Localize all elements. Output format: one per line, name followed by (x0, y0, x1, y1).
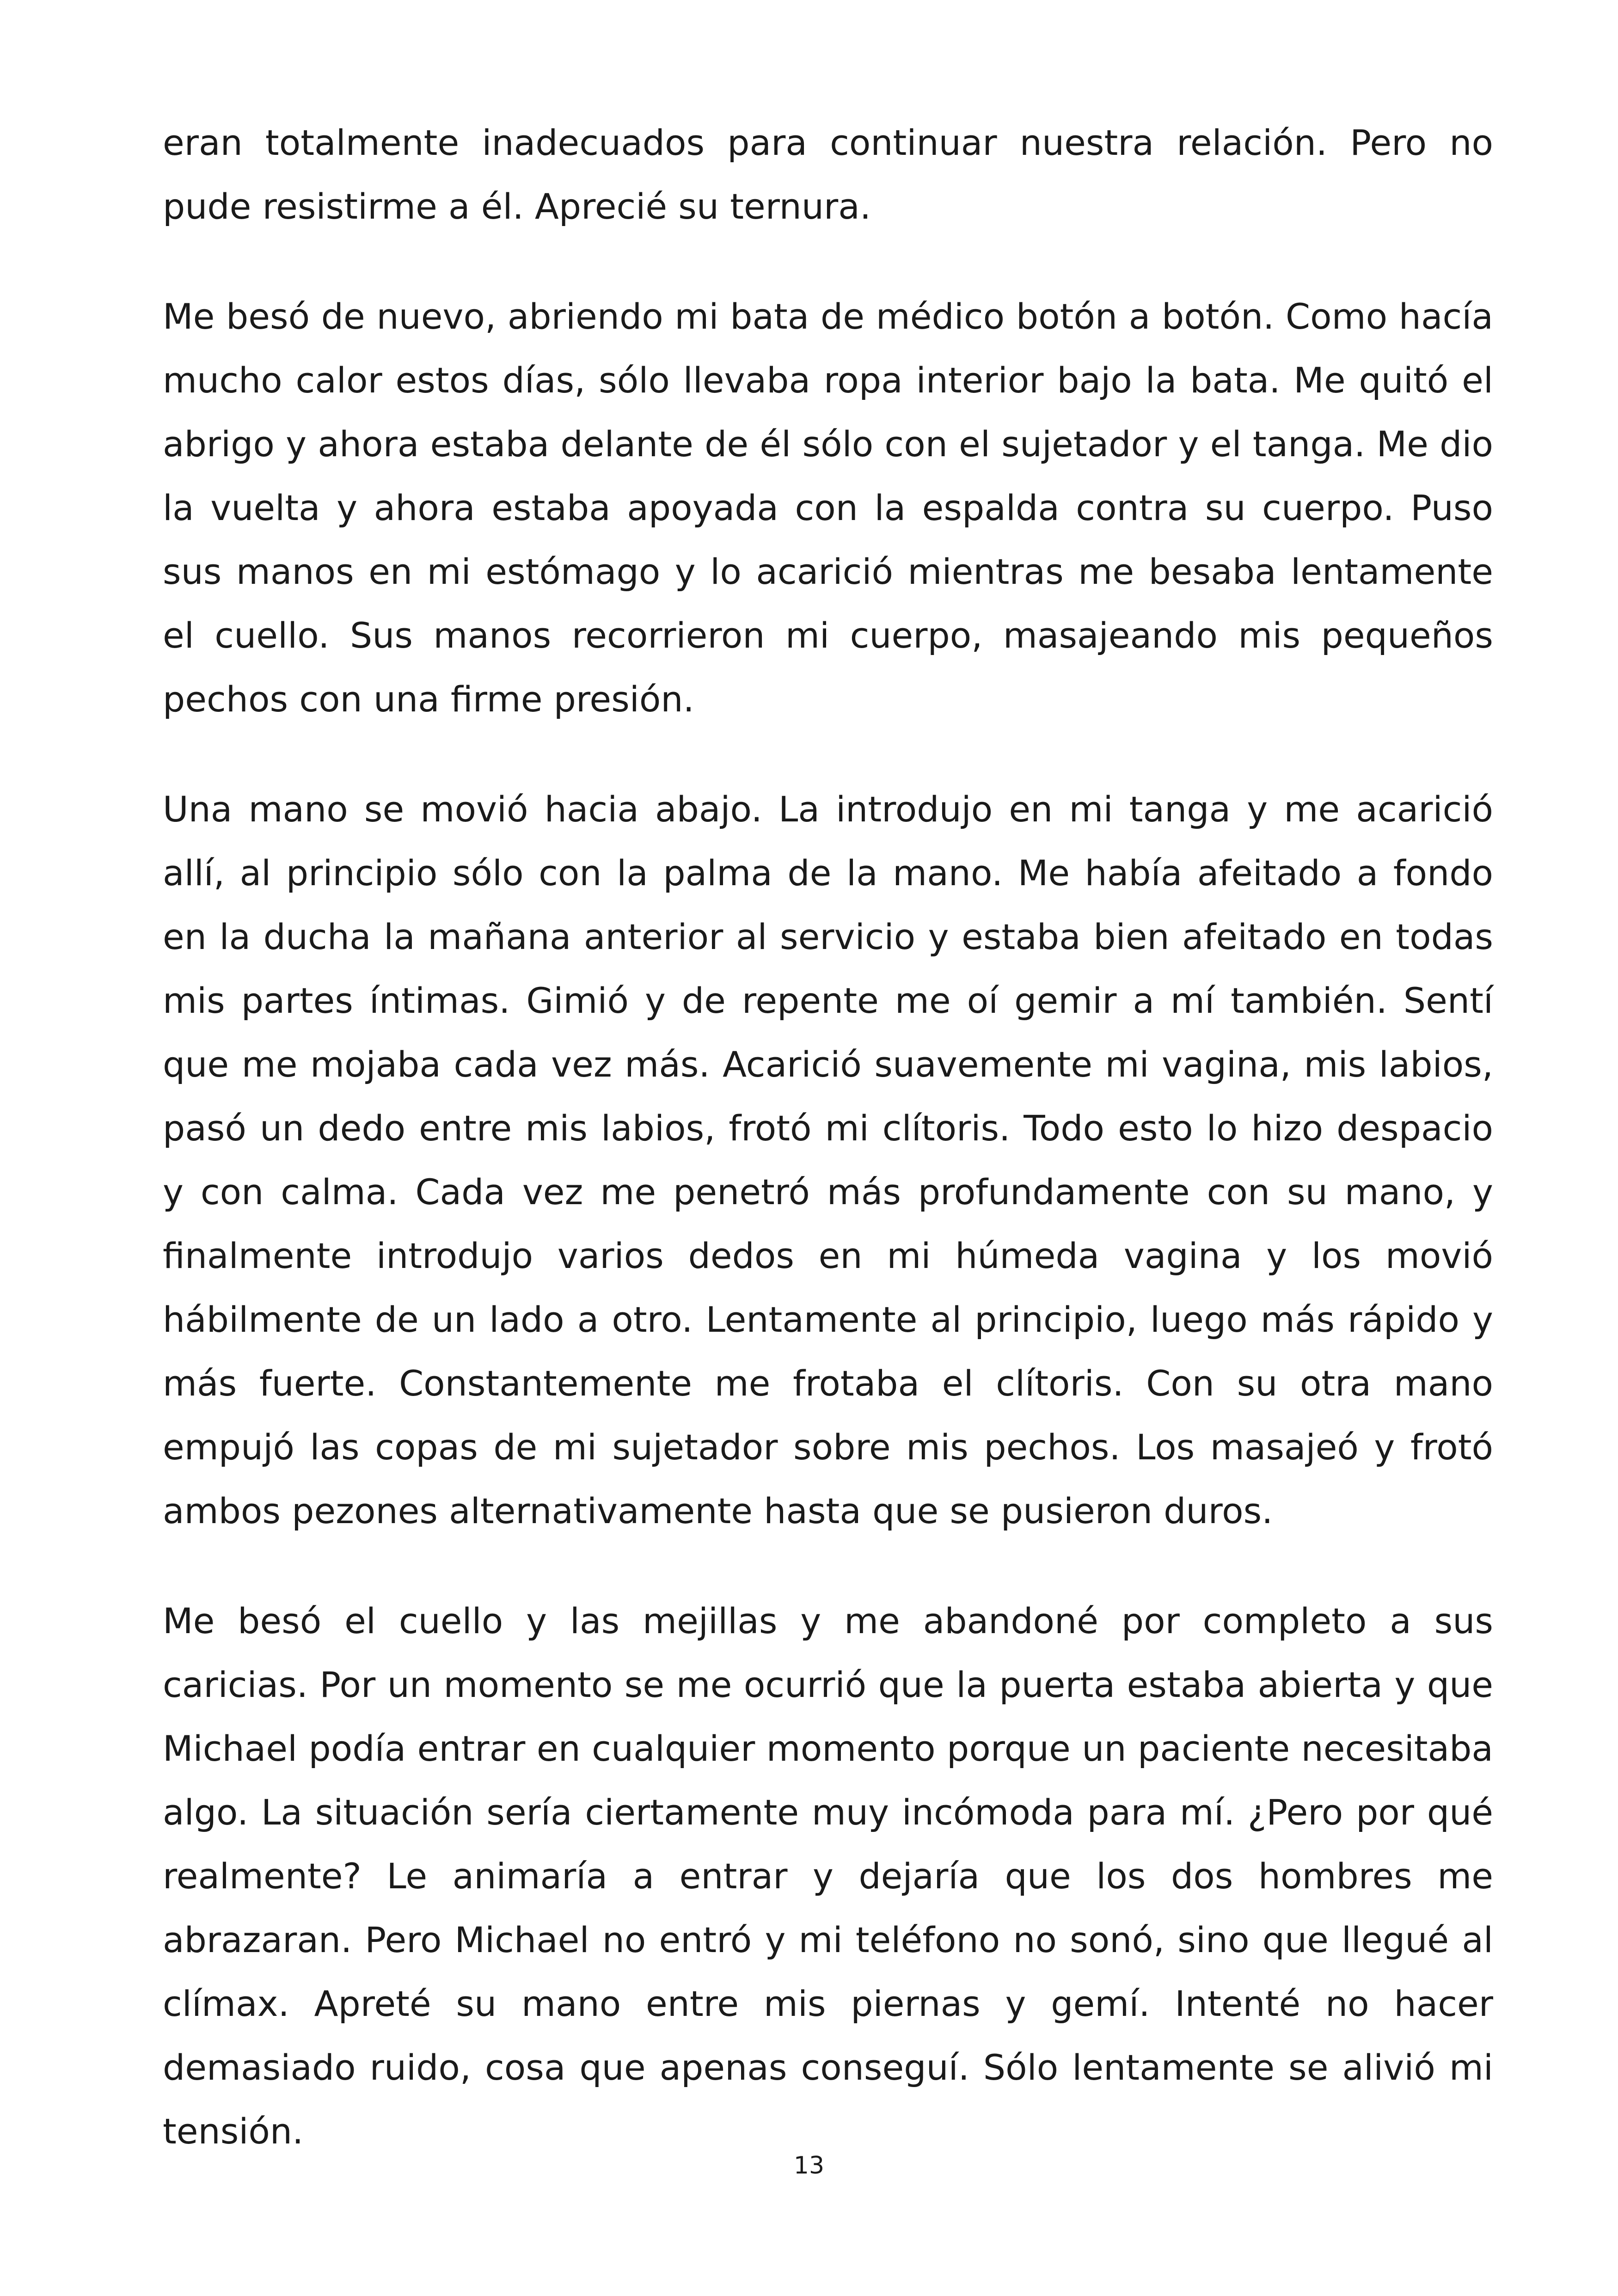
paragraph-2: Me besó de nuevo, abriendo mi bata de médico botón a botón. Como hacía mucho calor estos días, sólo llevaba ropa interior bajo la bata. Me quitó el abrigo y ahora estaba delante de él sólo con el sujetador y el tanga. Me dio la vuelta y ahora estaba apoyada con la espalda contra su cuerpo. Puso sus manos en mi estómago y lo acarició mientras me besaba lentamente el cuello. Sus manos recorrieron mi cuerpo, masajeando mis pequeños pechos con una firme presión. (163, 296, 1493, 720)
paragraph-4: Me besó el cuello y las mejillas y me abandoné por completo a sus caricias. Por un momento se me ocurrió que la puerta estaba abierta y que Michael podía entrar en cualquier momento porque un paciente necesitaba algo. La situación sería ciertamente muy incómoda para mí. ¿Pero por qué realmente? Le animaría a entrar y dejaría que los dos hombres me abrazaran. Pero Michael no entró y mi teléfono no sonó, sino que llegué al clímax. Apreté su mano entre mis piernas y gemí. Intenté no hacer demasiado ruido, cosa que apenas conseguí. Sólo lentamente se alivió mi tensión. (163, 1600, 1493, 2152)
text-body (163, 111, 1493, 2210)
paragraph-1: eran totalmente inadecuados para continuar nuestra relación. Pero no pude resistirme a él. Aprecié su ternura. (163, 122, 1493, 227)
paragraph-3: Una mano se movió hacia abajo. La introdujo en mi tanga y me acarició allí, al principio sólo con la palma de la mano. Me había afeitado a fondo en la ducha la mañana anterior al servicio y estaba bien afeitado en todas mis partes íntimas. Gimió y de repente me oí gemir a mí también. Sentí que me mojaba cada vez más. Acarició suavemente mi vagina, mis labios, pasó un dedo entre mis labios, frotó mi clítoris. Todo esto lo hizo despacio y con calma. Cada vez me penetró más profundamente con su mano, y finalmente introdujo varios dedos en mi húmeda vagina y los movió hábilmente de un lado a otro. Lentamente al principio, luego más rápido y más fuerte. Constantemente me frotaba el clítoris. Con su otra mano empujó las copas de mi sujetador sobre mis pechos. Los masajeó y frotó ambos pezones alternativamente hasta que se pusieron duros. (163, 789, 1493, 1531)
page-number: 13 (793, 2152, 825, 2180)
